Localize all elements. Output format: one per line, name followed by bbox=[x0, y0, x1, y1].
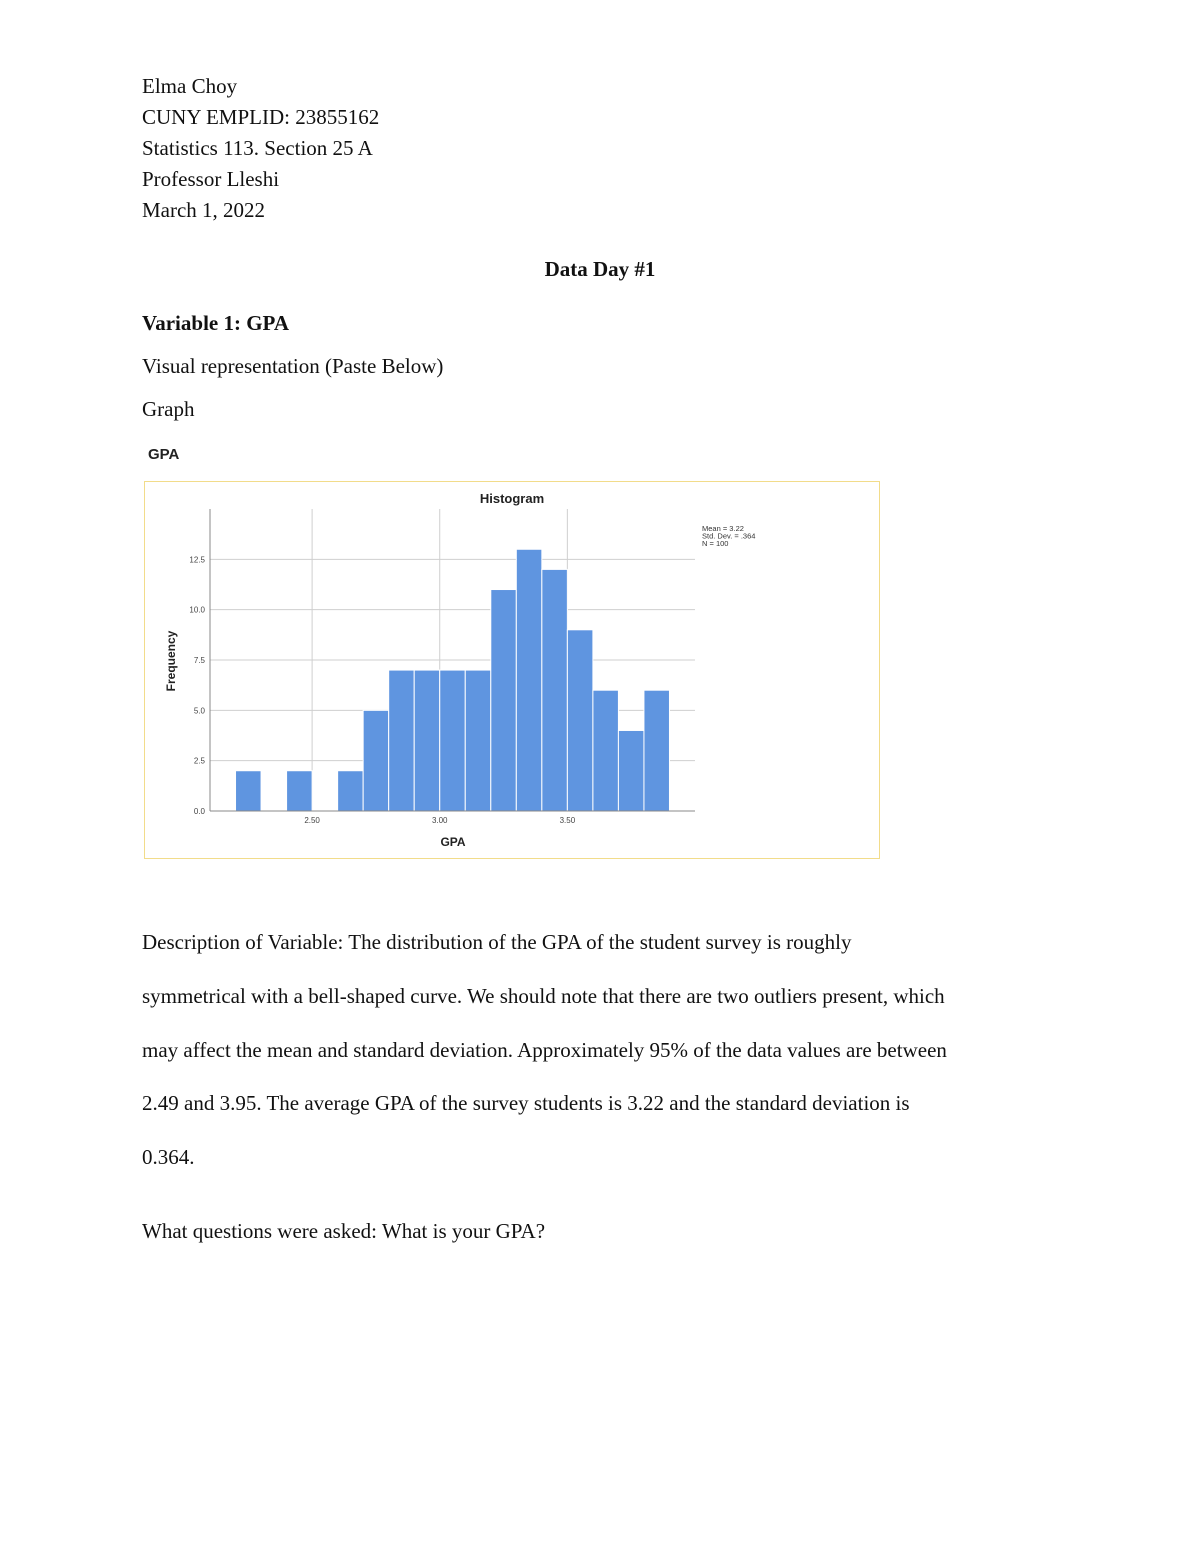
document-title: Data Day #1 bbox=[544, 257, 656, 281]
y-tick-label: 2.5 bbox=[193, 756, 205, 766]
histogram-bar bbox=[363, 710, 389, 811]
histogram-bar bbox=[618, 730, 644, 811]
y-tick-label: 7.5 bbox=[193, 656, 205, 665]
description-line: symmetrical with a bell-shaped curve. We should note that there are two outliers present, which bbox=[142, 984, 945, 1008]
description-line: 2.49 and 3.95. The average GPA of the survey students is 3.22 and the standard deviation is bbox=[142, 1091, 910, 1115]
y-tick-label: 12.5 bbox=[189, 555, 205, 565]
description-line: may affect the mean and standard deviation. Approximately 95% of the data values are between bbox=[142, 1038, 947, 1062]
histogram-bar bbox=[644, 690, 670, 811]
histogram-bar bbox=[338, 771, 364, 811]
description-line: 0.364. bbox=[142, 1145, 195, 1169]
date-line: March 1, 2022 bbox=[142, 198, 266, 222]
histogram-bar bbox=[414, 670, 440, 811]
y-tick-label: 10.0 bbox=[189, 605, 205, 615]
x-tick-label: 2.50 bbox=[304, 816, 320, 825]
histogram-bar bbox=[236, 771, 262, 811]
y-tick-label: 5.0 bbox=[193, 706, 205, 716]
histogram-bar bbox=[465, 670, 491, 811]
variable-heading: Variable 1: GPA bbox=[142, 311, 289, 335]
histogram-chart-frame bbox=[144, 481, 880, 859]
y-tick-label: 0.0 bbox=[193, 807, 205, 816]
graph-label: Graph bbox=[142, 397, 195, 421]
histogram-bar bbox=[516, 549, 542, 811]
student-id: CUNY EMPLID: 23855162 bbox=[142, 105, 380, 129]
stats-legend-line: Std. Dev. = .364 bbox=[702, 531, 756, 541]
author-name: Elma Choy bbox=[142, 74, 238, 98]
visual-label: Visual representation (Paste Below) bbox=[142, 354, 444, 378]
x-tick-label: 3.00 bbox=[431, 816, 448, 825]
histogram-chart bbox=[144, 481, 880, 859]
course-line: Statistics 113. Section 25 A bbox=[142, 136, 373, 160]
x-tick-label: 3.50 bbox=[559, 816, 576, 825]
histogram-bar bbox=[542, 569, 568, 811]
chart-x-axis-label: GPA bbox=[440, 835, 466, 849]
histogram-bar bbox=[593, 690, 619, 811]
stats-legend-line: N = 100 bbox=[702, 539, 729, 548]
histogram-bar bbox=[567, 630, 593, 811]
description-line: Description of Variable: The distribution of the GPA of the student survey is roughly bbox=[142, 930, 852, 954]
question-line: What questions were asked: What is your GPA? bbox=[142, 1219, 546, 1243]
histogram-bar bbox=[440, 670, 466, 811]
professor-line: Professor Lleshi bbox=[142, 167, 280, 191]
stats-legend-line: Mean = 3.22 bbox=[702, 524, 744, 533]
chart-y-axis-label: Frequency bbox=[164, 630, 178, 692]
histogram-bar bbox=[287, 771, 313, 811]
histogram-bar bbox=[389, 670, 415, 811]
chart-title: Histogram bbox=[479, 491, 545, 506]
histogram-bar bbox=[491, 590, 517, 811]
figure-caption: GPA bbox=[148, 446, 180, 463]
